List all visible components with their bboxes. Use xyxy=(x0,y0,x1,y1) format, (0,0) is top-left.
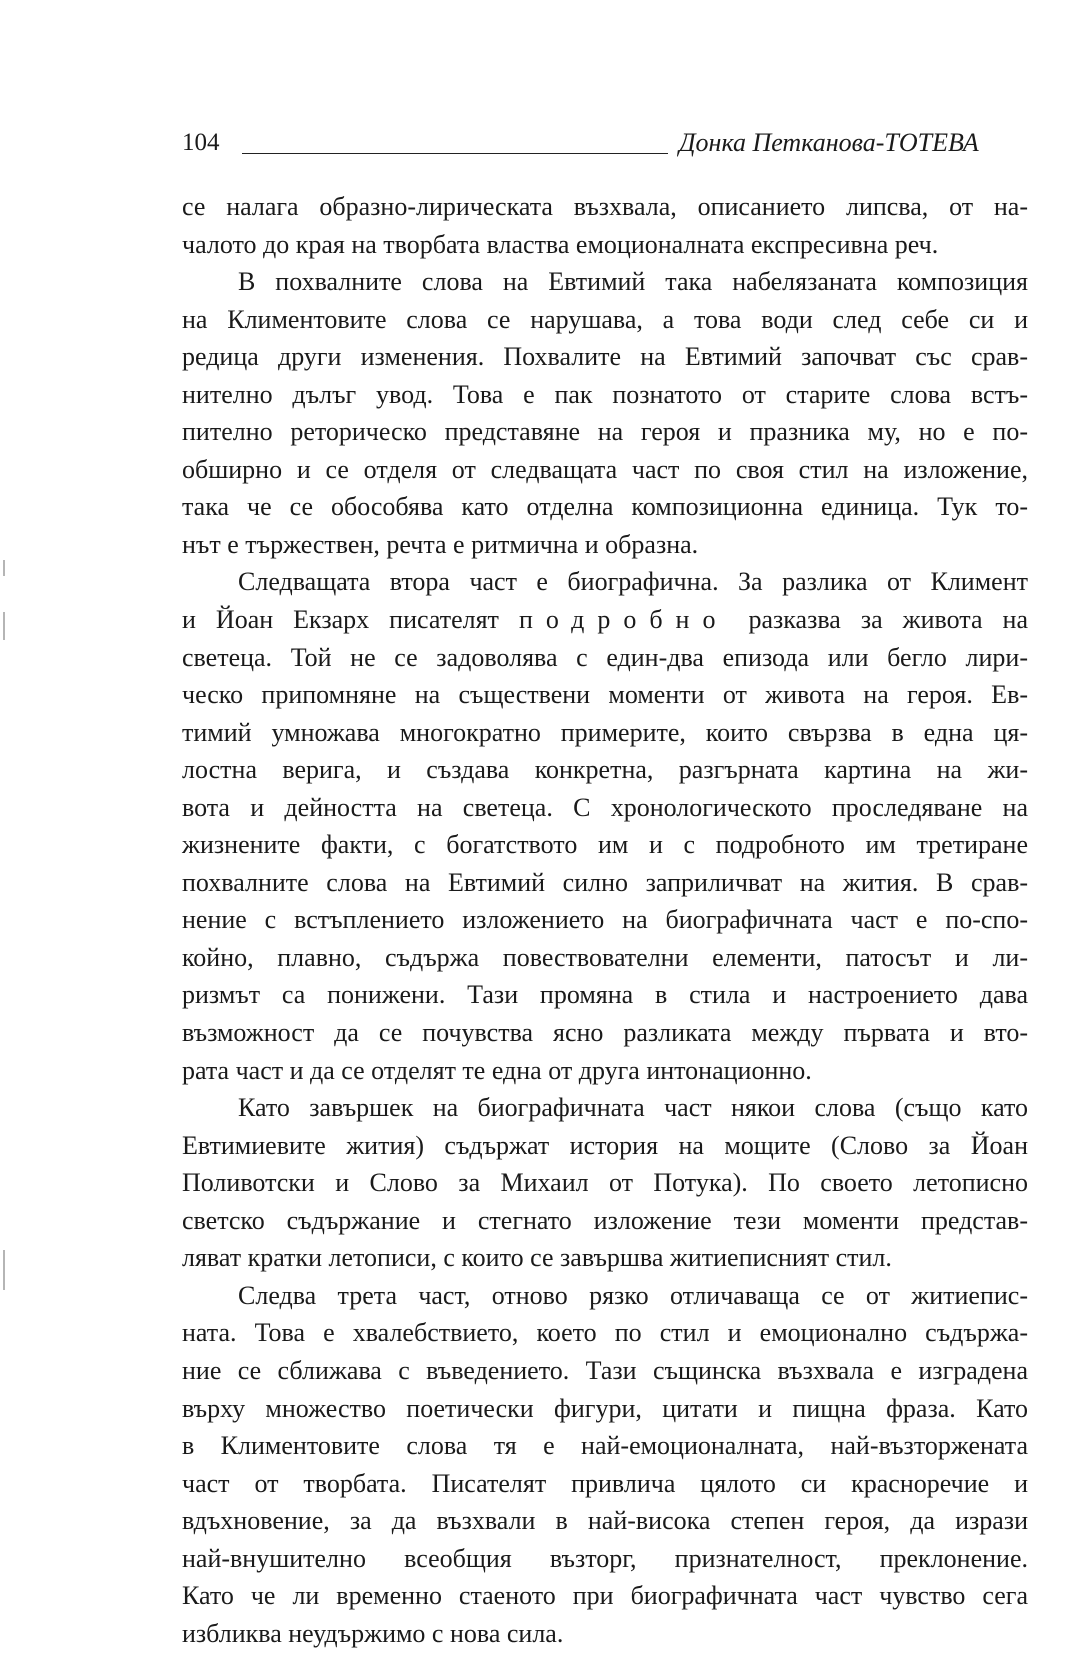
text-line: В похвалните слова на Евтимий така набелязаната композиция xyxy=(238,267,1028,297)
text-line: похвалните слова на Евтимий силно заприличват на жития. В срав- xyxy=(182,867,1028,897)
text-line: върху множество поетически фигури, цитати и пищна фраза. Като xyxy=(182,1393,1028,1423)
text-line: избликва неудържимо с нова сила. xyxy=(182,1618,564,1648)
text-line: нът е тържествен, речта е ритмична и образна. xyxy=(182,529,699,559)
text-line: Поливотски и Слово за Михаил от Потука). По своето летописно xyxy=(182,1168,1028,1198)
text-line: се налага образно-лирическата възхвала, описанието липсва, от на- xyxy=(182,192,1028,221)
text-line: чалото до края на творбата властва емоционалната експресивна реч. xyxy=(182,229,939,259)
text-line: ризмът са понижени. Тази промяна в стила и настроението дава xyxy=(182,980,1028,1010)
text-line: светеца. Той не се задоволява с един-два епизода или бегло лири- xyxy=(182,642,1028,672)
scan-edge-mark xyxy=(3,612,5,640)
text-line: най-внушително всеобщия възторг, признателност, преклонение. xyxy=(182,1543,1028,1573)
text-line-tail: разказва за живота на xyxy=(728,605,1028,635)
paragraph-3 xyxy=(182,563,1028,1089)
paragraph-2 xyxy=(182,263,1028,563)
scan-edge-mark xyxy=(3,560,5,576)
page-header xyxy=(182,124,1020,164)
text-line: ляват кратки летописи, с които се завършва житиеписният стил. xyxy=(182,1243,892,1273)
text-line: Като че ли временно стаеното при биографичната част чувство сега xyxy=(182,1581,1028,1611)
text-line: светско съдържание и стегнато изложение тези моменти представ- xyxy=(182,1205,1028,1235)
text-line: вдъхновение, за да възхвали в най-висока степен героя, да изрази xyxy=(182,1506,1028,1536)
text-line: обширно и се отделя от следващата част по своя стил на изложение, xyxy=(182,454,1028,484)
spaced-emphasis: подробно xyxy=(518,605,729,635)
paragraph-1 xyxy=(182,188,1028,263)
header-rule xyxy=(242,153,668,154)
text-line: Следващата втора част е биографична. За разлика от Климент xyxy=(238,567,1028,597)
text-line: ческо припомняне на съществени моменти от живота на героя. Ев- xyxy=(182,680,1028,710)
text-line-head: и Йоан Екзарх писателят xyxy=(182,605,519,635)
text-line: Евтимиевите жития) съдържат история на мощите (Слово за Йоан xyxy=(182,1130,1028,1160)
text-line: ната. Това е хвалебствието, което по стил и емоционално съдържа- xyxy=(182,1318,1028,1348)
text-line: жизнените факти, с богатството им и с подробното им третиране xyxy=(182,830,1028,860)
paragraph-5 xyxy=(182,1277,1028,1652)
text-line: възможност да се почувства ясно разликата между първата и вто- xyxy=(182,1018,1028,1048)
scan-edge-mark xyxy=(3,1250,5,1290)
text-line: пително реторическо представяне на героя и празника му, но е по- xyxy=(182,417,1028,447)
text-line: Като завършек на биографичната част някои слова (също като xyxy=(238,1093,1028,1123)
text-line: Следва трета част, отново рязко отличаваща се от житиепис- xyxy=(238,1280,1028,1310)
text-line: койно, плавно, съдържа повествователни елементи, патосът и ли- xyxy=(182,942,1028,972)
text-line: на Климентовите слова се нарушава, а това води след себе си и xyxy=(182,304,1028,334)
text-line: ние се сближава с въведението. Тази същинска възхвала е изградена xyxy=(182,1355,1028,1385)
text-line: част от творбата. Писателят привлича цялото си красноречие и xyxy=(182,1468,1028,1498)
text-line: така че се обособява като отделна композиционна единица. Тук то- xyxy=(182,492,1028,522)
body-text xyxy=(182,188,1028,1652)
text-line: редица други изменения. Похвалите на Евтимий започват със срав- xyxy=(182,342,1028,372)
text-line: в Климентовите слова тя е най-емоционалната, най-възторжената xyxy=(182,1431,1028,1461)
running-head: Донка Петканова-ТОТЕВА xyxy=(679,128,979,157)
text-line xyxy=(182,601,1028,639)
paragraph-4 xyxy=(182,1089,1028,1277)
text-line: вота и дейността на светеца. С хронологическото проследяване на xyxy=(182,792,1028,822)
text-line: тимий умножава многократно примерите, които свързва в една ця- xyxy=(182,717,1028,747)
page-number: 104 xyxy=(182,129,220,156)
text-line: рата част и да се отделят те една от друга интонационно. xyxy=(182,1055,812,1085)
text-line: лостна верига, и създава конкретна, разгърната картина на жи- xyxy=(182,755,1028,785)
text-line: нително дълъг увод. Това е пак познатото от старите слова встъ- xyxy=(182,379,1028,409)
text-line: нение с встъплението изложението на биографичната част е по-спо- xyxy=(182,905,1028,935)
